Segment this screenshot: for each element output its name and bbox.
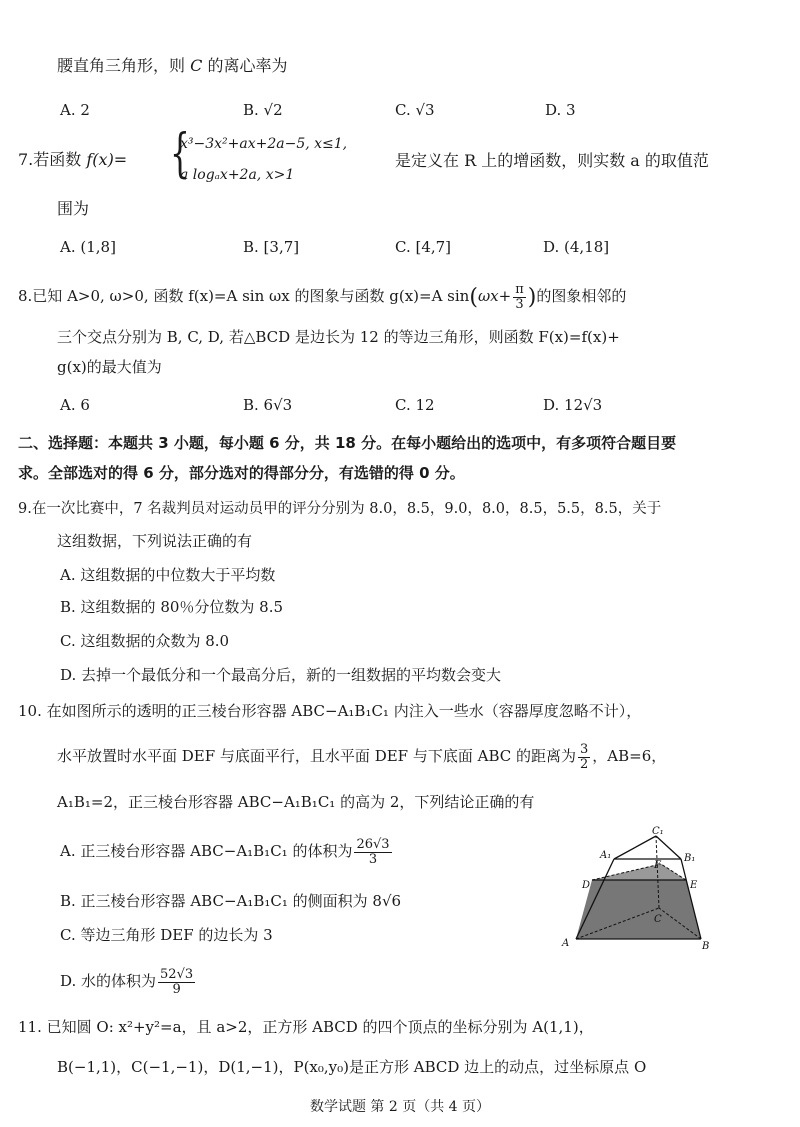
q8-line1 [18, 283, 626, 311]
label-f: F [654, 860, 661, 871]
q7-prefix [18, 152, 127, 168]
q10-option-a-frac [354, 838, 391, 866]
edge-a1c1 [614, 836, 656, 859]
q8-line1-e: 的图象相邻的 [536, 287, 627, 306]
q6-option-b: B. √2 [243, 101, 283, 119]
q8-frac-den: 3 [515, 296, 524, 312]
q8-option-c: C. 12 [395, 396, 435, 414]
q10-option-a [60, 838, 394, 866]
label-b: B [702, 941, 710, 952]
q8-frac-num: π [515, 282, 524, 297]
q8-line1-a: 8.已知 A>0, ω>0, 函数 f(x)=A sin ωx 的图象与函数 g(x)=A sin [18, 287, 470, 306]
q10-option-b: B. 正三棱台形容器 ABC−A₁B₁C₁ 的侧面积为 8√6 [60, 892, 402, 910]
label-b1: B₁ [684, 853, 696, 864]
q10-line3: A₁B₁=2，正三棱台形容器 ABC−A₁B₁C₁ 的高为 2，下列结论正确的有 [57, 793, 535, 811]
q7-option-b: B. [3,7] [243, 238, 300, 256]
q8-paren-close: ) [527, 285, 537, 311]
q7-option-c: C. [4,7] [395, 238, 452, 256]
label-c1: C₁ [652, 826, 664, 837]
page-footer: 数学试题 第 2 页（共 4 页） [309, 1099, 491, 1115]
q8-frac [513, 283, 526, 311]
q6-var: C [190, 56, 203, 75]
q11-line2: B(−1,1)，C(−1,−1)，D(1,−1)，P(x₀,y₀)是正方形 ABCD 边上的动点，过坐标原点 O [57, 1058, 647, 1076]
frustum-figure [556, 824, 716, 954]
q6-tail-text: 腰直角三角形，则 [57, 56, 186, 75]
q8-paren-open: ( [469, 285, 478, 311]
q8-line2: 三个交点分别为 B, C, D, 若△BCD 是边长为 12 的等边三角形，则函数 F(x)=f(x)+ [57, 328, 620, 346]
q6-tail-text2: 的离心率为 [207, 56, 288, 75]
q10-frac [578, 743, 590, 771]
q8-option-a: A. 6 [60, 396, 90, 414]
q10-frac-num: 3 [580, 742, 589, 757]
q10-option-d-frac [158, 968, 195, 996]
q9-option-c: C. 这组数据的众数为 8.0 [60, 632, 230, 650]
q7-prefix-text: 7.若函数 [18, 150, 82, 169]
label-c: C [654, 914, 662, 925]
q7-brace: { [170, 124, 190, 184]
q10-option-d-num: 52√3 [160, 967, 194, 982]
q8-option-b: B. 6√3 [243, 396, 293, 414]
q7-option-a: A. (1,8] [60, 238, 116, 256]
q10-option-d [60, 968, 197, 996]
q7-option-d: D. (4,18] [543, 238, 610, 256]
q10-option-a-text: A. 正三棱台形容器 ABC−A₁B₁C₁ 的体积为 [60, 842, 353, 861]
q6-option-a: A. 2 [60, 101, 90, 119]
q7-func: f(x)= [86, 150, 128, 169]
q9-line2: 这组数据，下列说法正确的有 [57, 532, 253, 550]
q10-line1: 10. 在如图所示的透明的正三棱台形容器 ABC−A₁B₁C₁ 内注入一些水（容器厚度忽略不计）， [18, 702, 642, 720]
q9-option-a: A. 这组数据的中位数大于平均数 [60, 566, 276, 584]
q8-line1-b: ωx+ [477, 287, 512, 306]
q9-option-d: D. 去掉一个最低分和一个最高分后，新的一组数据的平均数会变大 [60, 666, 502, 684]
q6-tail-line [57, 58, 287, 74]
q10-option-d-text: D. 水的体积为 [60, 972, 157, 991]
label-a: A [562, 938, 570, 949]
q10-line2 [57, 743, 666, 771]
q10-line2-a: 水平放置时水平面 DEF 与底面平行，且水平面 DEF 与下底面 ABC 的距离为 [57, 747, 576, 766]
section2-line2: 求。全部选对的得 6 分，部分选对的得部分分，有选错的得 0 分。 [18, 464, 465, 482]
q8-line3: g(x)的最大值为 [57, 358, 162, 376]
q7-suffix: 是定义在 R 上的增函数，则实数 a 的取值范 [395, 151, 709, 170]
q9-option-b: B. 这组数据的 80％分位数为 8.5 [60, 598, 284, 616]
q7-case1: x³−3x²+ax+2a−5, x≤1, [180, 136, 348, 152]
section2-line1: 二、选择题：本题共 3 小题，每小题 6 分，共 18 分。在每小题给出的选项中，有多项符合题目要 [18, 434, 677, 452]
q11-line1: 11. 已知圆 O: x²+y²=a，且 a>2，正方形 ABCD 的四个顶点的坐标分别为 A(1,1)， [18, 1018, 594, 1036]
q6-option-c: C. √3 [395, 101, 435, 119]
q10-option-a-den: 3 [368, 851, 378, 867]
q9-line1: 9.在一次比赛中，7 名裁判员对运动员甲的评分分别为 8.0，8.5，9.0，8.0，8.5，5.5，8.5，关于 [18, 501, 662, 517]
q10-frac-den: 2 [580, 756, 589, 772]
q7-line2: 围为 [57, 199, 90, 218]
q7-case2: a logₐx+2a, x>1 [180, 167, 295, 183]
label-a1: A₁ [600, 850, 612, 861]
label-e: E [690, 880, 698, 891]
water-top-face [592, 864, 686, 880]
q10-line2-b: ，AB=6， [592, 747, 667, 766]
edge-b1c1 [656, 836, 681, 859]
q10-option-c: C. 等边三角形 DEF 的边长为 3 [60, 926, 273, 944]
q10-option-d-den: 9 [172, 981, 181, 997]
q8-option-d: D. 12√3 [543, 396, 603, 414]
label-d: D [582, 880, 591, 891]
q10-option-a-num: 26√3 [356, 837, 390, 852]
q6-option-d: D. 3 [545, 101, 576, 119]
